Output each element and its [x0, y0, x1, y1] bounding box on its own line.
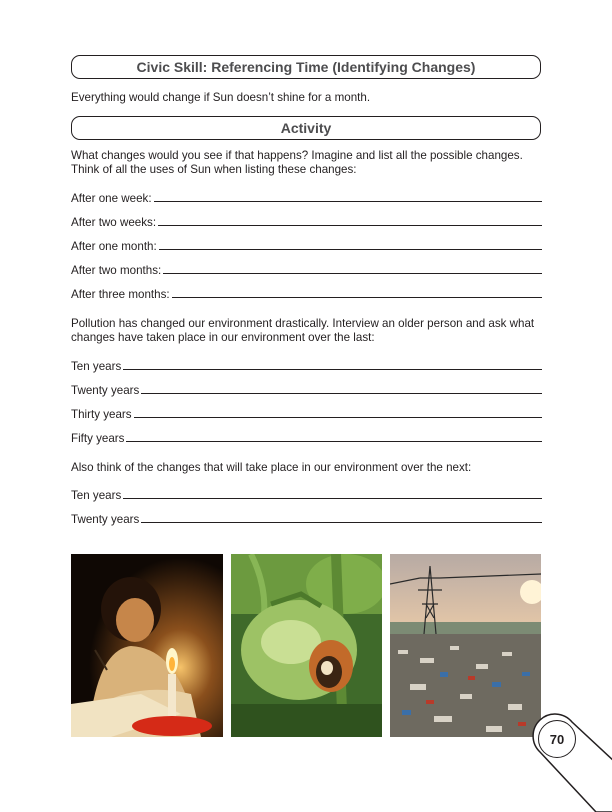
candlelight-study-photo — [71, 554, 223, 737]
civic-skill-title: Civic Skill: Referencing Time (Identifying Changes) — [136, 59, 476, 75]
answer-line[interactable] — [158, 225, 542, 226]
answer-row[interactable] — [71, 429, 542, 445]
answer-line[interactable] — [134, 417, 542, 418]
answer-line[interactable] — [154, 201, 542, 202]
answer-row[interactable] — [71, 405, 542, 421]
answer-row[interactable] — [71, 237, 542, 253]
answer-label: After one month: — [71, 240, 157, 253]
answer-label: Ten years — [71, 360, 122, 373]
answer-row[interactable] — [71, 261, 542, 277]
activity-title: Activity — [280, 120, 332, 136]
answer-label: After three months: — [71, 288, 170, 301]
page-number-text: 70 — [549, 731, 565, 747]
answer-row[interactable] — [71, 381, 542, 397]
answer-label: After two weeks: — [71, 216, 157, 229]
intro-text: Everything would change if Sun doesn’t shine for a month. — [71, 91, 371, 104]
answer-line[interactable] — [123, 498, 542, 499]
answer-row[interactable] — [71, 285, 542, 301]
answer-line[interactable] — [141, 393, 542, 394]
answer-row[interactable] — [71, 189, 542, 205]
answer-line[interactable] — [172, 297, 542, 298]
answer-label: Thirty years — [71, 408, 132, 421]
answer-row[interactable] — [71, 510, 542, 526]
pollution-prompt: Pollution has changed our environment drastically. Interview an older person and ask what changes have taken place in our environment over the last: — [71, 317, 535, 344]
answer-label: Fifty years — [71, 432, 125, 445]
answer-label: After two months: — [71, 264, 162, 277]
answer-line[interactable] — [159, 249, 542, 250]
answer-line[interactable] — [141, 522, 542, 523]
answer-row[interactable] — [71, 213, 542, 229]
answer-label: Ten years — [71, 489, 122, 502]
activity-header — [71, 116, 541, 140]
damaged-tomato-photo — [231, 554, 382, 737]
answer-line[interactable] — [126, 441, 542, 442]
answer-label: Twenty years — [71, 384, 140, 397]
garbage-dump-photo — [390, 554, 541, 737]
page-number — [538, 720, 576, 758]
answer-label: Twenty years — [71, 513, 140, 526]
answer-label: After one week: — [71, 192, 152, 205]
answer-row[interactable] — [71, 486, 542, 502]
civic-skill-header — [71, 55, 541, 79]
answer-line[interactable] — [163, 273, 542, 274]
answer-row[interactable] — [71, 357, 542, 373]
sun-prompt: What changes would you see if that happens? Imagine and list all the possible changes. Think of all the uses of Sun when listing these changes: — [71, 149, 523, 176]
answer-line[interactable] — [123, 369, 542, 370]
future-prompt: Also think of the changes that will take place in our environment over the next: — [71, 461, 472, 474]
